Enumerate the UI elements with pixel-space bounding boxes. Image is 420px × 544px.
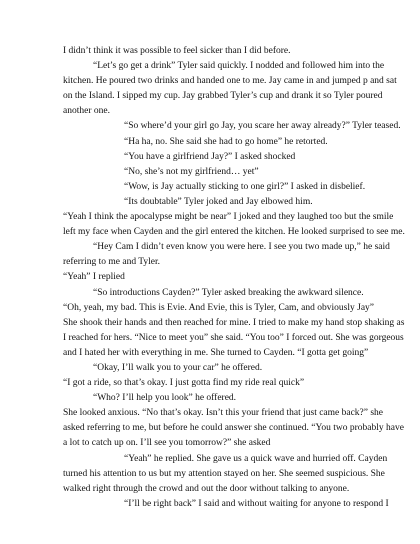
text-line: asked referring to me, but before he could answer she continued. “You two probably have (63, 423, 404, 434)
text-line: another one. (63, 106, 110, 117)
text-line: “I got a ride, so that’s okay. I just gotta find my ride real quick” (63, 378, 305, 389)
text-line: She looked anxious. “No that’s okay. Isn’t this your friend that just came back?” she (63, 408, 384, 419)
text-line: “Its doubtable” Tyler joked and Jay elbowed him. (124, 196, 313, 207)
text-line: referring to me and Tyler. (63, 257, 161, 268)
text-line: I didn’t think it was possible to feel sicker than I did before. (63, 46, 291, 56)
text-line: I reached for hers. “Nice to meet you” she said. “You too” I forced out. She was gorgeous (63, 332, 404, 343)
text-line: “Yeah” he replied. She gave us a quick wave and hurried off. Cayden (124, 453, 388, 464)
text-line: She shook their hands and then reached for mine. I tried to make my hand stop shaking as (63, 317, 405, 328)
text-line: kitchen. He poured two drinks and handed one to me. Jay came in and jumped p and sat (63, 76, 397, 87)
text-line: left my face when Cayden and the girl entered the kitchen. He looked surprised to see me. (63, 227, 405, 238)
text-line: on the Island. I sipped my cup. Jay grabbed Tyler’s cup and drank it so Tyler poured (63, 91, 383, 102)
text-line: walked right through the crowd and out the door without talking to anyone. (63, 483, 350, 494)
text-line: “Hey Cam I didn’t even know you were here. I see you two made up,” he said (93, 242, 390, 253)
text-line: turned his attention to us but my attention stayed on her. She seemed suspicious. She (63, 468, 385, 479)
text-line: “Let’s go get a drink” Tyler said quickly. I nodded and followed him into the (93, 61, 385, 72)
text-line: “Yeah” I replied (63, 272, 125, 283)
text-line: “Oh, yeah, my bad. This is Evie. And Evie, this is Tyler, Cam, and obviously Jay” (63, 302, 375, 313)
text-line: “Yeah I think the apocalypse might be near” I joked and they laughed too but the smile (63, 212, 394, 223)
text-line: “No, she’s not my girlfriend… yet” (124, 166, 259, 177)
text-line: “Who? I’ll help you look” he offered. (93, 393, 237, 404)
text-line: “Okay, I’ll walk you to your car” he offered. (93, 362, 263, 373)
text-line: “Wow, is Jay actually sticking to one girl?” I asked in disbelief. (124, 181, 366, 192)
body-text (63, 44, 405, 512)
text-line: “So where’d your girl go Jay, you scare her away already?” Tyler teased. (124, 121, 401, 132)
text-line: a lot to catch up on. I’ll see you tomorrow?” she asked (63, 438, 271, 449)
text-line: “I’ll be right back” I said and without waiting for anyone to respond I (124, 498, 389, 509)
text-line: “So introductions Cayden?” Tyler asked breaking the awkward silence. (93, 287, 364, 298)
text-line: and I hated her with everything in me. She turned to Cayden. “I gotta get going” (63, 347, 369, 358)
text-line: “Ha ha, no. She said she had to go home” he retorted. (124, 136, 328, 147)
text-line: “You have a girlfriend Jay?” I asked shocked (124, 151, 296, 162)
